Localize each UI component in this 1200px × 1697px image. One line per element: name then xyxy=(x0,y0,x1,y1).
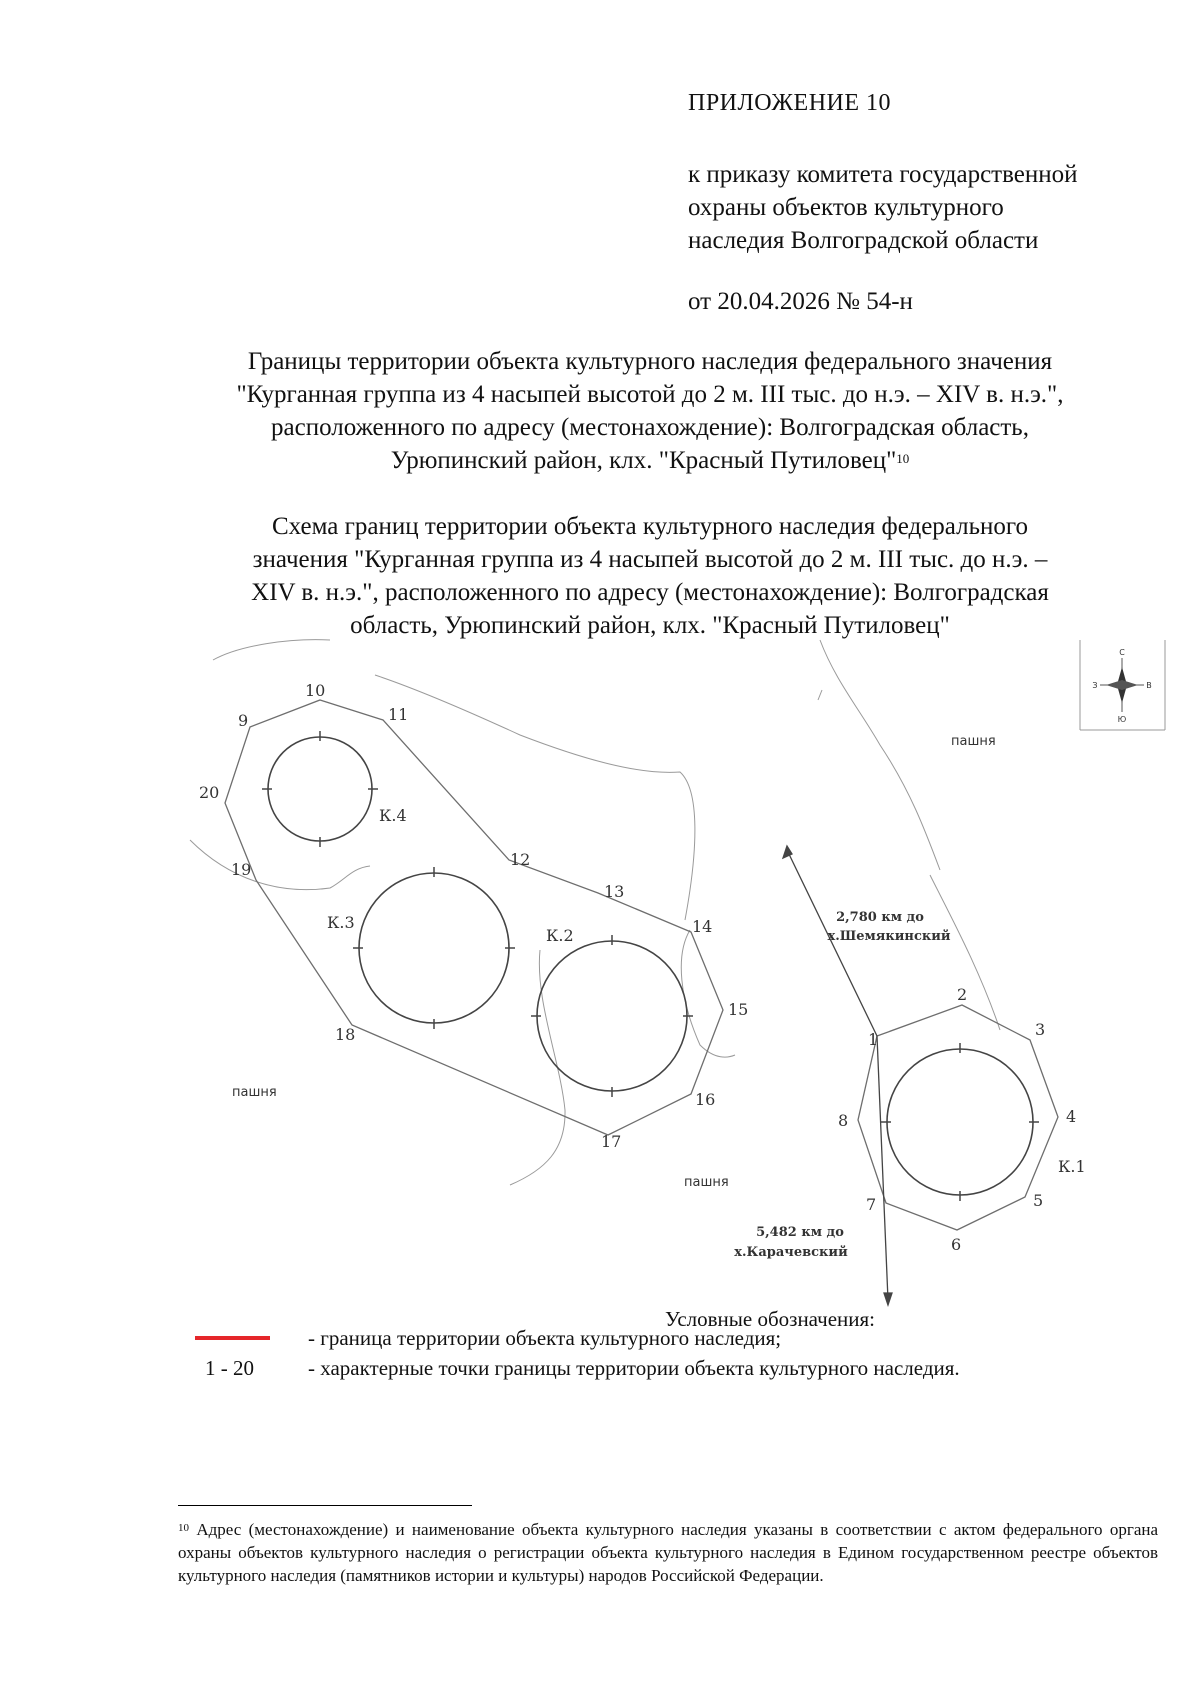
legend-boundary-text: - граница территории объекта культурного наследия; xyxy=(308,1326,782,1350)
terrain-line xyxy=(213,640,330,660)
legend-title-text: Условные обозначения: xyxy=(664,1307,876,1331)
footnote-text: Адрес (местонахождение) и наименование объекта культурного наследия указаны в соответствии с актом федерального органа охраны объектов культурного наследия о регистрации объекта культурного наследия в Едином государственном реестре объектов культурного наследия (памятников истории и культуры) народов Российской Федерации. xyxy=(178,1520,1159,1585)
mound-ticks xyxy=(262,731,1039,1201)
arrow-to-karachevsky xyxy=(877,1036,888,1300)
compass-west-label: З xyxy=(1092,681,1098,690)
schema-line: Схема границ территории объекта культурного наследия федерального xyxy=(271,513,1029,540)
terrain-line xyxy=(681,930,735,1057)
boundary-polygon-k1 xyxy=(858,1005,1058,1230)
compass-rose xyxy=(1080,640,1165,730)
footnote-divider xyxy=(178,1505,472,1506)
point-label: 4 xyxy=(1066,1107,1077,1126)
order-line: охраны объектов культурного xyxy=(688,194,1004,221)
title-line-text: Урюпинский район, клх. "Красный Путиловец" xyxy=(390,447,897,474)
legend-boundary-swatch xyxy=(195,1336,270,1340)
point-label: 13 xyxy=(604,882,625,901)
point-label: 9 xyxy=(238,711,249,730)
distance-north-line2: х.Шемякинский xyxy=(827,929,951,944)
terrain-line xyxy=(375,675,695,920)
terrain-line xyxy=(190,840,370,890)
point-label: 17 xyxy=(601,1132,622,1151)
title-line: Границы территории объекта культурного наследия федерального значения xyxy=(247,348,1053,375)
point-label: 1 xyxy=(868,1030,879,1049)
schema-line: область, Урюпинский район, клх. "Красный Путиловец" xyxy=(350,612,950,639)
point-label: 20 xyxy=(199,783,220,802)
point-label: 12 xyxy=(510,850,531,869)
mound-k1-circle xyxy=(887,1049,1033,1195)
legend-points-text: - характерные точки границы территории объекта культурного наследия. xyxy=(308,1356,960,1380)
legend-points-range: 1 - 20 xyxy=(205,1356,254,1380)
point-label: 16 xyxy=(695,1090,716,1109)
schema-line: XIV в. н.э.", расположенного по адресу (местонахождение): Волгоградская xyxy=(251,579,1049,606)
appendix-number: ПРИЛОЖЕНИЕ 10 xyxy=(688,90,892,116)
boundary-polygon-k2-k4 xyxy=(225,700,723,1135)
point-label: 18 xyxy=(335,1025,356,1044)
mound-k3-circle xyxy=(359,873,509,1023)
terrain-line xyxy=(818,690,822,700)
terrain-line xyxy=(820,640,940,870)
point-label: 15 xyxy=(728,1000,749,1019)
distance-south-line2: х.Карачевский xyxy=(734,1245,848,1260)
arrowhead-south xyxy=(884,1293,892,1305)
mound-k4-circle xyxy=(268,737,372,841)
compass-star xyxy=(1106,680,1138,690)
point-label: 3 xyxy=(1035,1020,1046,1039)
point-label: 10 xyxy=(305,681,326,700)
distance-north-line1: 2,780 км до xyxy=(836,910,924,925)
mound-k2-circle xyxy=(537,941,687,1091)
order-line: наследия Волгоградской области xyxy=(688,227,1039,254)
land-label-pashnya: пашня xyxy=(684,1175,729,1190)
point-label: 2 xyxy=(957,985,968,1004)
land-label-pashnya: пашня xyxy=(951,734,996,749)
schema-line: значения "Курганная группа из 4 насыпей высотой до 2 м. III тыс. до н.э. – xyxy=(252,546,1048,573)
mound-label-k1: К.1 xyxy=(1058,1157,1086,1176)
mound-label-k3: К.3 xyxy=(327,913,355,932)
point-label: 11 xyxy=(388,705,409,724)
title-line: "Курганная группа из 4 насыпей высотой до 2 м. III тыс. до н.э. – XIV в. н.э.", xyxy=(236,381,1064,408)
point-label: 8 xyxy=(838,1111,849,1130)
order-line: к приказу комитета государственной xyxy=(688,161,1078,188)
point-label: 7 xyxy=(866,1195,877,1214)
compass-east-label: В xyxy=(1146,681,1152,690)
distance-south-line1: 5,482 км до xyxy=(756,1225,844,1240)
point-label: 6 xyxy=(951,1235,962,1254)
footnote xyxy=(178,1518,1158,1587)
point-label: 14 xyxy=(692,917,713,936)
point-label: 5 xyxy=(1033,1191,1044,1210)
land-label-pashnya: пашня xyxy=(232,1085,277,1100)
title-line: расположенного по адресу (местонахождение): Волгоградская область, xyxy=(271,414,1029,441)
title-footnote-mark[interactable]: 10 xyxy=(896,451,910,466)
mound-label-k4: К.4 xyxy=(379,806,407,825)
compass-north-label: С xyxy=(1119,648,1125,657)
footnote-mark: 10 xyxy=(178,1522,189,1534)
order-date: от 20.04.2026 № 54-н xyxy=(688,288,913,315)
mound-label-k2: К.2 xyxy=(546,926,574,945)
point-label: 19 xyxy=(231,860,252,879)
compass-south-label: Ю xyxy=(1117,715,1127,724)
